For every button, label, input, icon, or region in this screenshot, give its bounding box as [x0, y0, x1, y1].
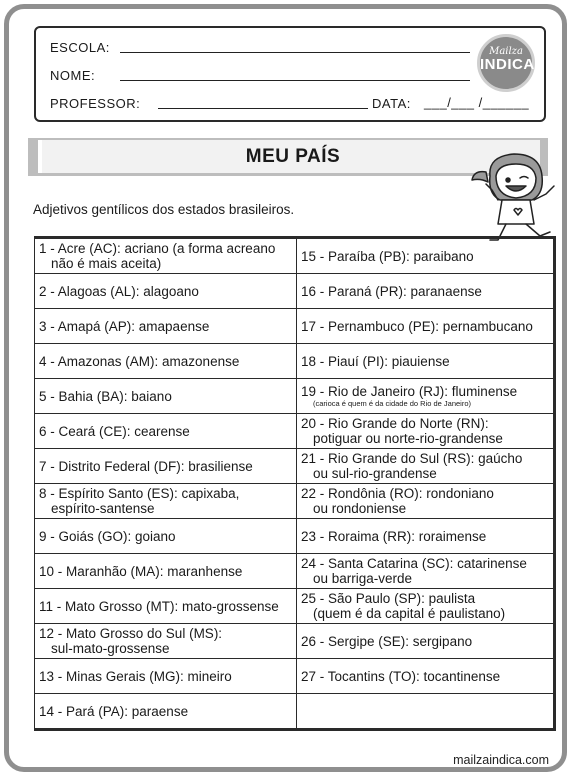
- state-entry-text: 17 - Pernambuco (PE): pernambucano: [301, 318, 533, 334]
- state-cell-left: [35, 624, 297, 659]
- state-entry-text: 9 - Goiás (GO): goiano: [39, 528, 176, 544]
- state-cell-right: [297, 274, 555, 309]
- state-entry-text: 19 - Rio de Janeiro (RJ): fluminense: [301, 384, 518, 399]
- state-entry-text: 10 - Maranhão (MA): maranhense: [39, 563, 243, 579]
- name-field[interactable]: [120, 80, 470, 81]
- state-cell-left: [35, 309, 297, 344]
- state-cell-left: [35, 379, 297, 414]
- state-cell-left: [35, 274, 297, 309]
- table-row: [35, 449, 555, 484]
- state-cell-right: [297, 414, 555, 449]
- state-cell-left: [35, 589, 297, 624]
- table-row: [35, 309, 555, 344]
- table-row: [35, 379, 555, 414]
- state-entry-text: 3 - Amapá (AP): amapaense: [39, 318, 210, 334]
- state-cell-left: [35, 414, 297, 449]
- state-entry-text: 27 - Tocantins (TO): tocantinense: [301, 668, 501, 684]
- state-entry-text: (quem é da capital é paulistano): [313, 606, 506, 621]
- state-cell-right: [297, 238, 555, 274]
- state-cell-left: [35, 694, 297, 730]
- table-row: [35, 659, 555, 694]
- state-cell-right: [297, 554, 555, 589]
- school-label: ESCOLA:: [50, 40, 110, 55]
- logo-text-bottom: INDICA: [480, 56, 535, 73]
- state-entry-text: 2 - Alagoas (AL): alagoano: [39, 283, 199, 299]
- state-entry-text: ou barriga-verde: [313, 571, 413, 586]
- state-entry-text: espírito-santense: [51, 501, 155, 516]
- state-cell-left: [35, 344, 297, 379]
- state-entry-text: 1 - Acre (AC): acriano (a forma acreano: [39, 241, 276, 256]
- demonyms-table: [34, 236, 556, 731]
- name-label: NOME:: [50, 68, 96, 83]
- teacher-label: PROFESSOR:: [50, 96, 141, 111]
- state-entry-text: 5 - Bahia (BA): baiano: [39, 388, 172, 404]
- teacher-field[interactable]: [158, 108, 368, 109]
- state-cell-right: [297, 589, 555, 624]
- state-cell-right: [297, 694, 555, 730]
- date-field[interactable]: ___/___ /______: [424, 95, 530, 110]
- state-cell-right: [297, 659, 555, 694]
- mailza-indica-logo: [477, 34, 535, 92]
- footer-url: mailzaindica.com: [453, 753, 549, 767]
- state-entry-text: 18 - Piauí (PI): piauiense: [301, 353, 450, 369]
- state-entry-text: 24 - Santa Catarina (SC): catarinense: [301, 556, 527, 571]
- school-field[interactable]: [120, 52, 470, 53]
- table-row: [35, 554, 555, 589]
- state-cell-right: [297, 484, 555, 519]
- state-cell-left: [35, 484, 297, 519]
- state-entry-text: 8 - Espírito Santo (ES): capixaba,: [39, 486, 240, 501]
- state-entry-text: 20 - Rio Grande do Norte (RN):: [301, 416, 489, 431]
- state-entry-text: 21 - Rio Grande do Sul (RS): gaúcho: [301, 451, 523, 466]
- state-entry-text: 6 - Ceará (CE): cearense: [39, 423, 190, 439]
- table-row: [35, 519, 555, 554]
- state-entry-note: (carioca é quem é da cidade do Rio de Janeiro): [313, 399, 472, 408]
- state-cell-left: [35, 554, 297, 589]
- state-cell-left: [35, 659, 297, 694]
- state-cell-left: [35, 238, 297, 274]
- state-entry-text: ou sul-rio-grandense: [313, 466, 437, 481]
- state-entry-text: 23 - Roraima (RR): roraimense: [301, 528, 487, 544]
- state-entry-text: sul-mato-grossense: [51, 641, 170, 656]
- state-entry-text: 13 - Minas Gerais (MG): mineiro: [39, 668, 232, 684]
- state-entry-text: potiguar ou norte-rio-grandense: [313, 431, 503, 446]
- page-title: MEU PAÍS: [245, 146, 341, 167]
- table-row: [35, 274, 555, 309]
- table-row: [35, 344, 555, 379]
- state-cell-left: [35, 519, 297, 554]
- cartoon-girl-illustration: [468, 150, 570, 246]
- state-cell-right: [297, 344, 555, 379]
- intro-text: Adjetivos gentílicos dos estados brasileiros.: [33, 202, 295, 217]
- state-entry-text: 12 - Mato Grosso do Sul (MS):: [39, 626, 223, 641]
- state-entry-text: 16 - Paraná (PR): paranaense: [301, 283, 482, 299]
- state-entry-text: 4 - Amazonas (AM): amazonense: [39, 353, 240, 369]
- state-cell-left: [35, 449, 297, 484]
- state-entry-text: 26 - Sergipe (SE): sergipano: [301, 633, 473, 649]
- state-entry-text: 15 - Paraíba (PB): paraibano: [301, 248, 474, 264]
- table-row: [35, 414, 555, 449]
- table-row: [35, 624, 555, 659]
- state-cell-right: [297, 379, 555, 414]
- state-cell-right: [297, 309, 555, 344]
- state-cell-right: [297, 449, 555, 484]
- table-row: [35, 589, 555, 624]
- table-row: [35, 238, 555, 274]
- state-entry-text: 22 - Rondônia (RO): rondoniano: [301, 486, 494, 501]
- table-row: [35, 694, 555, 730]
- state-entry-text: 25 - São Paulo (SP): paulista: [301, 591, 476, 606]
- state-entry-text: ou rondoniense: [313, 501, 407, 516]
- logo-text-top: Mailza: [489, 46, 523, 57]
- state-cell-right: [297, 519, 555, 554]
- state-entry-text: 14 - Pará (PA): paraense: [39, 703, 189, 719]
- state-entry-text: 11 - Mato Grosso (MT): mato-grossense: [39, 598, 279, 614]
- state-entry-text: não é mais aceita): [51, 256, 162, 271]
- state-entry-text: 7 - Distrito Federal (DF): brasiliense: [39, 458, 253, 474]
- state-cell-right: [297, 624, 555, 659]
- table-row: [35, 484, 555, 519]
- date-label: DATA:: [372, 96, 411, 111]
